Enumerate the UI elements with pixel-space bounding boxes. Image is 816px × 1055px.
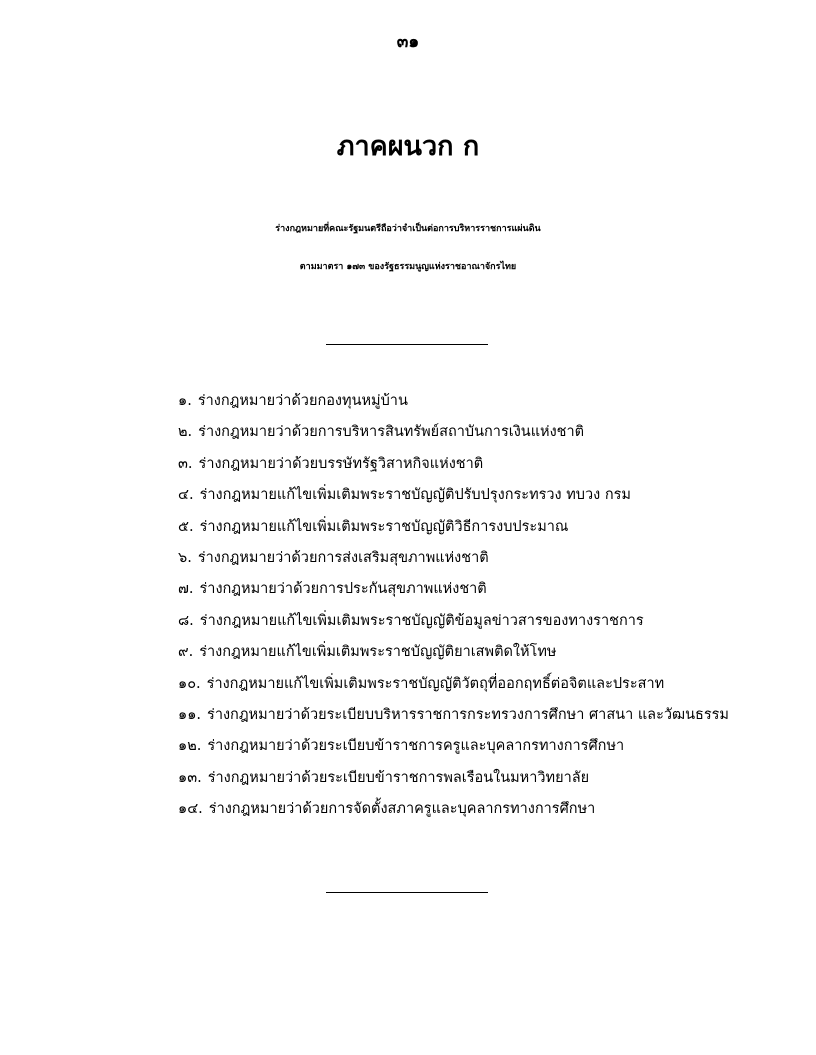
list-item-number: ๔. xyxy=(178,487,194,504)
list-item xyxy=(178,386,778,417)
list-item-number: ๘. xyxy=(178,612,194,629)
list-item-number: ๑๒. xyxy=(178,738,202,755)
list-item-number: ๑๓. xyxy=(178,769,202,786)
list-item xyxy=(178,512,778,543)
list-item-text: ร่างกฎหมายว่าด้วยการจัดตั้งสภาครูและบุคลากรทางการศึกษา xyxy=(208,801,596,818)
list-item xyxy=(178,449,778,480)
list-item-number: ๗. xyxy=(178,581,194,598)
list-item xyxy=(178,669,778,700)
list-item xyxy=(178,417,778,448)
list-item-number: ๙. xyxy=(178,644,194,661)
list-item xyxy=(178,700,778,731)
list-item xyxy=(178,637,778,668)
page-number: ๓๑ xyxy=(396,32,420,52)
list-item xyxy=(178,763,778,794)
appendix-title: ภาคผนวก ก xyxy=(336,131,480,162)
list-item-text: ร่างกฎหมายว่าด้วยการประกันสุขภาพแห่งชาติ xyxy=(199,581,487,598)
list-item-number: ๑. xyxy=(178,393,192,409)
list-item-number: ๑๔. xyxy=(178,801,203,818)
list-item-text: ร่างกฎหมายว่าด้วยระเบียบข้าราชการพลเรือนในมหาวิทยาลัย xyxy=(207,769,590,786)
list-item-text: ร่างกฎหมายว่าด้วยการบริหารสินทรัพย์สถาบันการเงินแห่งชาติ xyxy=(198,424,585,441)
list-item-number: ๑๐. xyxy=(178,675,201,692)
list-item xyxy=(178,606,778,637)
document-title-line-2: ตามมาตรา ๑๗๓ ของรัฐธรรมนูญแห่งราชอาณาจักรไทย xyxy=(299,262,517,272)
list-item-text: ร่างกฎหมายว่าด้วยระเบียบบริหารราชการกระทรวงการศึกษา ศาสนา และวัฒนธรรม xyxy=(207,707,729,724)
list-item xyxy=(178,731,778,762)
list-item-number: ๒. xyxy=(178,424,193,441)
top-divider xyxy=(326,344,488,345)
list-item-number: ๕. xyxy=(178,518,194,535)
list-item-text: ร่างกฎหมายแก้ไขเพิ่มเติมพระราชบัญญัติปรับปรุงกระทรวง ทบวง กรม xyxy=(199,487,631,504)
list-item-text: ร่างกฎหมายว่าด้วยบรรษัทรัฐวิสาหกิจแห่งชาติ xyxy=(198,455,484,472)
list-item-text: ร่างกฎหมายว่าด้วยกองทุนหมู่บ้าน xyxy=(197,393,408,409)
bottom-divider xyxy=(326,892,488,893)
list-item xyxy=(178,574,778,605)
list-item-text: ร่างกฎหมายว่าด้วยการส่งเสริมสุขภาพแห่งชาติ xyxy=(197,550,489,567)
document-title xyxy=(0,210,816,286)
list-item-text: ร่างกฎหมายแก้ไขเพิ่มเติมพระราชบัญญัติข้อมูลข่าวสารของทางราชการ xyxy=(199,612,644,629)
list-item-number: ๖. xyxy=(178,550,192,567)
draft-law-list xyxy=(178,386,778,826)
list-item-text: ร่างกฎหมายแก้ไขเพิ่มเติมพระราชบัญญัติวัตถุที่ออกฤทธิ์ต่อจิตและประสาท xyxy=(206,675,665,692)
list-item-text: ร่างกฎหมายแก้ไขเพิ่มเติมพระราชบัญญัติวิธีการงบประมาณ xyxy=(199,518,569,535)
list-item xyxy=(178,543,778,574)
list-item-number: ๓. xyxy=(178,455,193,472)
list-item-text: ร่างกฎหมายแก้ไขเพิ่มเติมพระราชบัญญัติยาเสพติดให้โทษ xyxy=(199,644,557,661)
document-title-line-1: ร่างกฎหมายที่คณะรัฐมนตรีถือว่าจำเป็นต่อการบริหารราชการแผ่นดิน xyxy=(275,224,541,234)
list-item-number: ๑๑. xyxy=(178,707,202,724)
list-item xyxy=(178,480,778,511)
list-item xyxy=(178,794,778,825)
list-item-text: ร่างกฎหมายว่าด้วยระเบียบข้าราชการครูและบุคลากรทางการศึกษา xyxy=(207,738,625,755)
